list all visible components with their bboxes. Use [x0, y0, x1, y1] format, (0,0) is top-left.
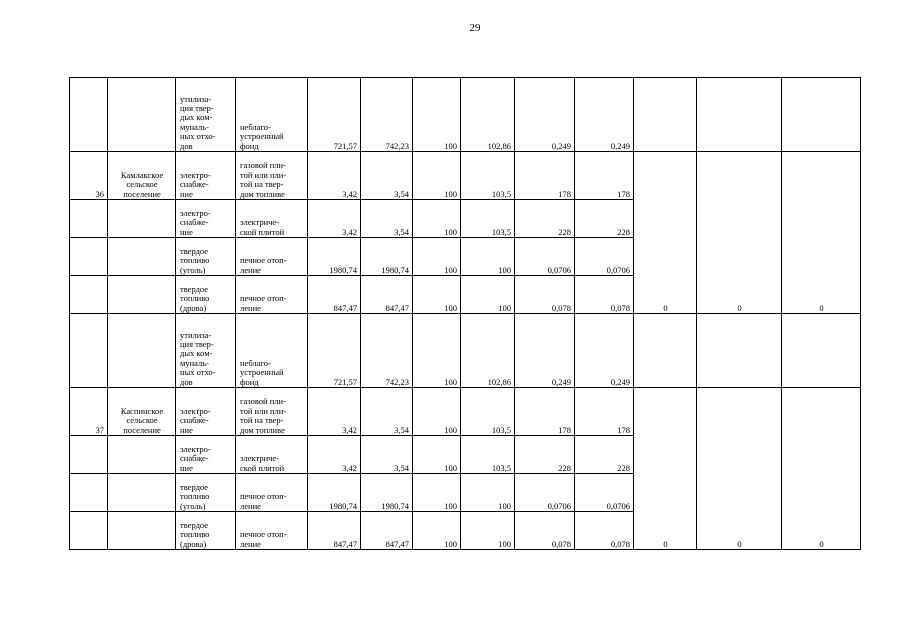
- municipality-name: [108, 78, 176, 152]
- resource-type-line: ние: [180, 462, 193, 473]
- housing-condition-line: печное отоп-: [240, 529, 287, 540]
- municipality-name: [108, 314, 176, 388]
- value-v3: 100: [413, 276, 461, 314]
- table-row: [70, 314, 861, 388]
- value-v6: 0,0706: [575, 474, 634, 512]
- resource-type-line: твердое: [180, 245, 209, 256]
- value-v4: 100: [461, 512, 515, 550]
- resource-type-line: электро-: [180, 405, 211, 416]
- housing-condition: [236, 388, 308, 436]
- municipality-name: [108, 388, 176, 436]
- tariff-table: [69, 77, 861, 550]
- value-v2: 847,47: [361, 276, 413, 314]
- housing-condition-line: ление: [240, 500, 261, 511]
- value-v6: 0,0706: [575, 238, 634, 276]
- value-v1: 1980,74: [308, 238, 361, 276]
- value-v2: 1980,74: [361, 238, 413, 276]
- housing-condition-line: газовой пли-: [240, 396, 286, 407]
- row-index: [70, 238, 108, 276]
- value-v1: 3,42: [308, 152, 361, 200]
- value-v5: 0,078: [515, 276, 575, 314]
- value-v3: 100: [413, 436, 461, 474]
- row-index: 36: [70, 152, 108, 200]
- resource-type: [176, 436, 236, 474]
- resource-type-line: (уголь): [180, 264, 206, 275]
- resource-type: [176, 276, 236, 314]
- housing-condition: [236, 276, 308, 314]
- value-v1: 721,57: [308, 314, 361, 388]
- housing-condition-line: ление: [240, 302, 261, 313]
- resource-type-line: твердое: [180, 481, 209, 492]
- housing-condition-line: ление: [240, 264, 261, 275]
- resource-type-line: дов: [180, 140, 193, 151]
- value-v4: 103,5: [461, 152, 515, 200]
- resource-type-line: ние: [180, 424, 193, 435]
- row-index: [70, 276, 108, 314]
- municipality-name: [108, 200, 176, 238]
- municipality-name-line: Каспинское: [120, 405, 164, 416]
- resource-type: [176, 152, 236, 200]
- resource-type-line: электро-: [180, 443, 211, 454]
- value-v2: 3,54: [361, 152, 413, 200]
- value-v3: 100: [413, 314, 461, 388]
- resource-type-line: топливо: [180, 293, 210, 304]
- value-v2: 742,23: [361, 314, 413, 388]
- row-index: [70, 200, 108, 238]
- value-v2: 742,23: [361, 78, 413, 152]
- summary-c1: [634, 78, 697, 152]
- value-v2: 3,54: [361, 436, 413, 474]
- value-v4: 103,5: [461, 200, 515, 238]
- value-v1: 3,42: [308, 200, 361, 238]
- resource-type-line: снабже-: [180, 179, 209, 190]
- resource-type-line: твердое: [180, 519, 209, 530]
- housing-condition-line: электриче-: [240, 217, 280, 228]
- municipality-name: [108, 512, 176, 550]
- row-index: [70, 474, 108, 512]
- housing-condition: [236, 238, 308, 276]
- housing-condition-line: электриче-: [240, 453, 280, 464]
- resource-type-line: твердое: [180, 283, 209, 294]
- resource-type-line: дых ком-: [180, 112, 213, 123]
- resource-type: [176, 238, 236, 276]
- value-v1: 1980,74: [308, 474, 361, 512]
- resource-type-line: муналь-: [180, 121, 209, 132]
- summary-c2: 0: [697, 152, 782, 314]
- municipality-name: [108, 474, 176, 512]
- row-index: 37: [70, 388, 108, 436]
- resource-type-line: ция твер-: [180, 338, 214, 349]
- resource-type-line: дов: [180, 376, 193, 387]
- row-index: [70, 512, 108, 550]
- resource-type: [176, 512, 236, 550]
- value-v3: 100: [413, 388, 461, 436]
- resource-type-line: снабже-: [180, 217, 209, 228]
- housing-condition: [236, 474, 308, 512]
- value-v5: 0,0706: [515, 238, 575, 276]
- resource-type-line: ние: [180, 226, 193, 237]
- summary-c2: [697, 314, 782, 388]
- housing-condition-line: той или пли-: [240, 169, 287, 180]
- value-v1: 3,42: [308, 388, 361, 436]
- housing-condition-line: неблаго-: [240, 121, 271, 132]
- municipality-name: [108, 436, 176, 474]
- housing-condition-line: фонд: [240, 376, 259, 387]
- housing-condition-line: устроенный: [240, 367, 284, 378]
- housing-condition-line: печное отоп-: [240, 293, 287, 304]
- value-v3: 100: [413, 512, 461, 550]
- resource-type-line: (уголь): [180, 500, 206, 511]
- table-row: [70, 388, 861, 436]
- resource-type-line: ных отхо-: [180, 367, 216, 378]
- resource-type-line: топливо: [180, 529, 210, 540]
- value-v3: 100: [413, 78, 461, 152]
- value-v6: 228: [575, 436, 634, 474]
- resource-type-line: ных отхо-: [180, 131, 216, 142]
- housing-condition-line: ской плитой: [240, 226, 285, 237]
- value-v5: 228: [515, 436, 575, 474]
- value-v5: 0,249: [515, 314, 575, 388]
- summary-c3: 0: [782, 388, 861, 550]
- table-body: [70, 78, 861, 550]
- value-v5: 0,249: [515, 78, 575, 152]
- value-v1: 847,47: [308, 276, 361, 314]
- value-v3: 100: [413, 238, 461, 276]
- housing-condition-line: той на твер-: [240, 179, 284, 190]
- housing-condition-line: дом топливе: [240, 424, 285, 435]
- municipality-name: [108, 238, 176, 276]
- summary-c1: 0: [634, 152, 697, 314]
- resource-type-line: (дрова): [180, 302, 207, 313]
- value-v3: 100: [413, 474, 461, 512]
- municipality-name-line: сельское: [126, 179, 158, 190]
- resource-type-line: топливо: [180, 491, 210, 502]
- row-index: [70, 78, 108, 152]
- resource-type-line: ция твер-: [180, 102, 214, 113]
- housing-condition-line: печное отоп-: [240, 491, 287, 502]
- housing-condition-line: дом топливе: [240, 188, 285, 199]
- value-v6: 228: [575, 200, 634, 238]
- resource-type-line: электро-: [180, 207, 211, 218]
- summary-c3: 0: [782, 152, 861, 314]
- value-v5: 178: [515, 388, 575, 436]
- resource-type-line: ние: [180, 188, 193, 199]
- summary-c3: [782, 78, 861, 152]
- value-v1: 847,47: [308, 512, 361, 550]
- row-index: [70, 314, 108, 388]
- value-v6: 0,249: [575, 314, 634, 388]
- housing-condition: [236, 78, 308, 152]
- resource-type-line: дых ком-: [180, 348, 213, 359]
- resource-type-line: (дрова): [180, 538, 207, 549]
- resource-type-line: снабже-: [180, 415, 209, 426]
- housing-condition-line: той на твер-: [240, 415, 284, 426]
- municipality-name: [108, 276, 176, 314]
- value-v6: 0,078: [575, 512, 634, 550]
- municipality-name-line: сельское: [126, 415, 158, 426]
- resource-type: [176, 388, 236, 436]
- housing-condition-line: газовой пли-: [240, 160, 286, 171]
- resource-type: [176, 474, 236, 512]
- housing-condition-line: ление: [240, 538, 261, 549]
- value-v4: 103,5: [461, 388, 515, 436]
- summary-c1: [634, 314, 697, 388]
- resource-type-line: утилиза-: [180, 329, 212, 340]
- housing-condition-line: фонд: [240, 140, 259, 151]
- value-v2: 1980,74: [361, 474, 413, 512]
- value-v5: 178: [515, 152, 575, 200]
- resource-type-line: снабже-: [180, 453, 209, 464]
- value-v4: 100: [461, 474, 515, 512]
- resource-type: [176, 78, 236, 152]
- value-v3: 100: [413, 152, 461, 200]
- row-index: [70, 436, 108, 474]
- value-v4: 100: [461, 276, 515, 314]
- housing-condition: [236, 436, 308, 474]
- resource-type-line: электро-: [180, 169, 211, 180]
- value-v3: 100: [413, 200, 461, 238]
- value-v4: 102,86: [461, 78, 515, 152]
- value-v1: 721,57: [308, 78, 361, 152]
- resource-type-line: муналь-: [180, 357, 209, 368]
- housing-condition: [236, 512, 308, 550]
- table-row: [70, 78, 861, 152]
- resource-type: [176, 314, 236, 388]
- housing-condition: [236, 200, 308, 238]
- summary-c2: [697, 78, 782, 152]
- housing-condition: [236, 152, 308, 200]
- municipality-name-line: поселение: [123, 188, 161, 199]
- value-v6: 178: [575, 388, 634, 436]
- value-v4: 100: [461, 238, 515, 276]
- value-v2: 3,54: [361, 200, 413, 238]
- summary-c1: 0: [634, 388, 697, 550]
- value-v2: 3,54: [361, 388, 413, 436]
- resource-type-line: топливо: [180, 255, 210, 266]
- value-v5: 0,0706: [515, 474, 575, 512]
- municipality-name-line: поселение: [123, 424, 161, 435]
- value-v5: 0,078: [515, 512, 575, 550]
- value-v6: 0,249: [575, 78, 634, 152]
- value-v5: 228: [515, 200, 575, 238]
- municipality-name-line: Камлакское: [120, 169, 164, 180]
- housing-condition-line: той или пли-: [240, 405, 287, 416]
- housing-condition: [236, 314, 308, 388]
- value-v1: 3,42: [308, 436, 361, 474]
- housing-condition-line: неблаго-: [240, 357, 271, 368]
- table-row: [70, 152, 861, 200]
- resource-type-line: утилиза-: [180, 93, 212, 104]
- municipality-name: [108, 152, 176, 200]
- value-v2: 847,47: [361, 512, 413, 550]
- resource-type: [176, 200, 236, 238]
- housing-condition-line: ской плитой: [240, 462, 285, 473]
- summary-c3: [782, 314, 861, 388]
- value-v6: 178: [575, 152, 634, 200]
- value-v4: 102,86: [461, 314, 515, 388]
- value-v4: 103,5: [461, 436, 515, 474]
- page-number: 29: [469, 22, 481, 34]
- housing-condition-line: печное отоп-: [240, 255, 287, 266]
- value-v6: 0,078: [575, 276, 634, 314]
- summary-c2: 0: [697, 388, 782, 550]
- housing-condition-line: устроенный: [240, 131, 284, 142]
